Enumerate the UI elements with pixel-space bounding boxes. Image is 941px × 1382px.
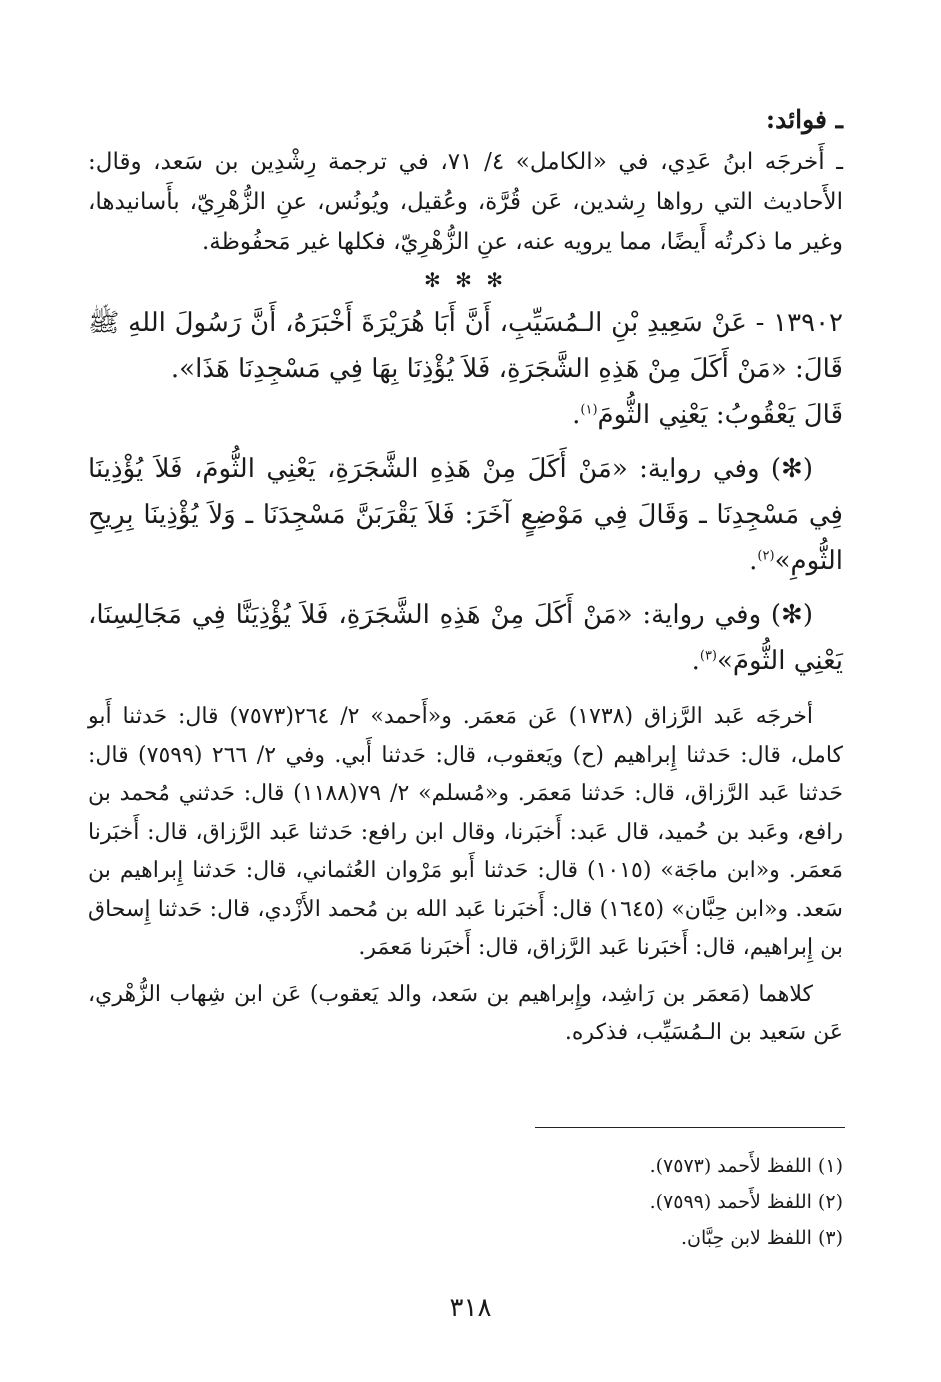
riwaya-2: (✻) وفي رواية: «مَنْ أَكَلَ مِنْ هَذِهِ الشَّجَرَةِ، فَلاَ يُؤْذِيَنَّا فِي مَجَالِسِنَا، يَعْنِي الثُّومَ»$^{(٣)}$. (88, 600, 843, 676)
footnote-divider (535, 1127, 845, 1128)
footnote-2: (٢) اللفظ لأَحمد (٧٥٩٩). (649, 1191, 843, 1213)
footnote-1: (١) اللفظ لأَحمد (٧٥٧٣). (649, 1155, 843, 1177)
section-separator: ✻ ✻ ✻ (424, 268, 507, 292)
conclusion-paragraph: كلاهما (مَعمَر بن رَاشِد، وإِبراهيم بن سَعد، والد يَعقوب) عَن ابن شِهاب الزُّهْري، عَن سَعيد بن الـمُسَيِّب، فذكره. (88, 981, 843, 1045)
takhrij-paragraph: أخرجَه عَبد الرَّزاق (١٧٣٨) عَن مَعمَر. و«أَحمد» ٢/ ٢٦٤(٧٥٧٣) قال: حَدثنا أَبو كامل، قال: حَدثنا إِبراهيم (ح) ويَعقوب، قال: حَدثنا أَبي. وفي ٢/ ٢٦٦ (٧٥٩٩) قال: حَدثنا عَبد الرَّزاق، قال: حَدثنا مَعمَر. و«مُسلم» ٢/ ٧٩(١١٨٨) قال: حَدثني مُحمد بن رافع، وعَبد بن حُميد، قال عَبد: أَخبَرنا، وقال ابن رافع: حَدثنا عَبد الرَّزاق، قال: أَخبَرنا مَعمَر. و«ابن ماجَة» (١٠١٥) قال: حَدثنا أَبو مَرْوان العُثماني، قال: حَدثنا إِبراهيم بن سَعد. و«ابن حِبَّان» (١٦٤٥) قال: أَخبَرنا عَبد الله بن مُحمد الأَزْدي، قال: حَدثنا إِسحاق بن إِبراهيم، قال: أَخبَرنا عَبد الرَّزاق، قال: أَخبَرنا مَعمَر. (88, 704, 844, 960)
page-body (88, 100, 843, 1053)
footnote-ref-3[interactable]: (٣) (699, 648, 717, 664)
riwaya-1-text: (✻) وفي رواية: «مَنْ أَكَلَ مِنْ هَذِهِ الشَّجَرَةِ، يَعْنِي الثُّومَ، فَلاَ يُؤْذِينَا فِي مَسْجِدِنَا ـ وَقَالَ فِي مَوْضِعٍ آخَرَ: فَلاَ يَقْرَبَنَّ مَسْجِدَنَا ـ وَلاَ يُؤْذِينَا بِرِيحِ الثُّومِ» (88, 454, 843, 576)
riwaya-1: (✻) وفي رواية: «مَنْ أَكَلَ مِنْ هَذِهِ الشَّجَرَةِ، يَعْنِي الثُّومَ، فَلاَ يُؤْذِينَا فِي مَسْجِدِنَا ـ وَقَالَ فِي مَوْضِعٍ آخَرَ: فَلاَ يَقْرَبَنَّ مَسْجِدَنَا ـ وَلاَ يُؤْذِينَا بِرِيحِ الثُّومِ»$^{(٢)}$. (88, 454, 843, 576)
benefits-paragraph: ـ أَخرجَه ابنُ عَدِي، في «الكامل» ٤/ ٧١، في ترجمة رِشْدِين بن سَعد، وقال: الأَحاديث التي رواها رِشدين، عَن قُرَّة، وعُقيل، ويُونُس، عنِ الزُّهْرِيّ، بأَسانيدها، وغير ما ذكرتُه أَيضًا، مما يرويه عنه، عنِ الزُّهْرِيّ، فكلها غير مَحفُوظة. (88, 149, 843, 255)
hadith-text: ١٣٩٠٢ - عَنْ سَعِيدِ بْنِ الـمُسَيِّبِ، أَنَّ أَبَا هُرَيْرَةَ أَخْبَرَهُ، أَنَّ رَسُولَ اللهِ ﷺ قَالَ: «مَنْ أَكَلَ مِنْ هَذِهِ الشَّجَرَةِ، فَلاَ يُؤْذِنَا بِهَا فِي مَسْجِدِنَا هَذَا». (88, 308, 843, 384)
yaqub-note-text: قَالَ يَعْقُوبُ: يَعْنِي الثُّومَ (597, 400, 843, 430)
footnotes (300, 1148, 843, 1256)
footnote-ref-1[interactable]: (١) (580, 402, 598, 418)
footnote-3: (٣) اللفظ لابن حِبَّان. (680, 1227, 843, 1249)
yaqub-note: قَالَ يَعْقُوبُ: يَعْنِي الثُّومَ$^{(١)}$. (572, 400, 843, 430)
benefits-heading: ـ فوائد: (765, 105, 843, 134)
footnote-ref-2[interactable]: (٢) (757, 548, 775, 564)
riwaya-2-text: (✻) وفي رواية: «مَنْ أَكَلَ مِنْ هَذِهِ الشَّجَرَةِ، فَلاَ يُؤْذِيَنَّا فِي مَجَالِسِنَا، يَعْنِي الثُّومَ» (88, 600, 843, 676)
page-number: ٣١٨ (449, 1293, 492, 1323)
